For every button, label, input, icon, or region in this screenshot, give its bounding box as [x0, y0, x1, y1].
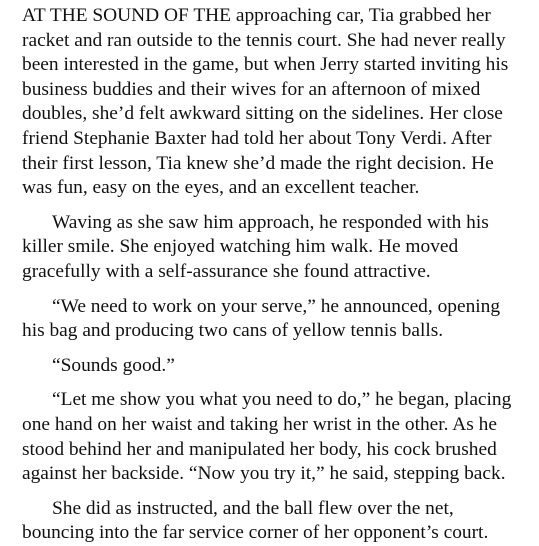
text-line: stood behind her and manipulated her body, his cock brushed [22, 438, 497, 460]
text-line: killer smile. She enjoyed watching him walk. He moved [22, 236, 459, 258]
text-line: was fun, easy on the eyes, and an excellent teacher. [22, 177, 420, 199]
text-line: business buddies and their wives for an afternoon of mixed [22, 78, 481, 100]
text-line: “We need to work on your serve,” he announced, opening [52, 295, 501, 317]
paragraph-2 [22, 211, 531, 285]
text-line: AT THE SOUND OF THE approaching car, Tia grabbed her [22, 5, 491, 26]
text-line: their first lesson, Tia knew she’d made the right decision. He [22, 152, 494, 174]
text-line: doubles, she’d felt awkward sitting on the sidelines. Her close [22, 103, 503, 125]
paragraph-6 [22, 497, 531, 546]
paragraph-3 [22, 295, 531, 344]
text-line: racket and ran outside to the tennis court. She had never really [22, 29, 506, 51]
text-line: his bag and producing two cans of yellow tennis balls. [22, 320, 444, 342]
text-line: Waving as she saw him approach, he responded with his [52, 211, 489, 233]
text-line: one hand on her waist and taking her wrist in the other. As he [22, 413, 497, 435]
text-line: “Sounds good.” [52, 354, 175, 376]
text-line: “Let me show you what you need to do,” he began, placing [52, 389, 512, 411]
paragraph-1 [22, 4, 531, 201]
text-line: bouncing into the far service corner of her opponent’s court. [22, 522, 489, 544]
paragraph-4 [22, 354, 531, 379]
text-line: gracefully with a self-assurance she found attractive. [22, 260, 431, 282]
paragraph-5 [22, 388, 531, 486]
text-line: She did as instructed, and the ball flew over the net, [52, 497, 454, 519]
text-line: friend Stephanie Baxter had told her about Tony Verdi. After [22, 127, 492, 149]
text-line: been interested in the game, but when Jerry started inviting his [22, 54, 509, 76]
text-line: against her backside. “Now you try it,” he said, stepping back. [22, 463, 506, 485]
